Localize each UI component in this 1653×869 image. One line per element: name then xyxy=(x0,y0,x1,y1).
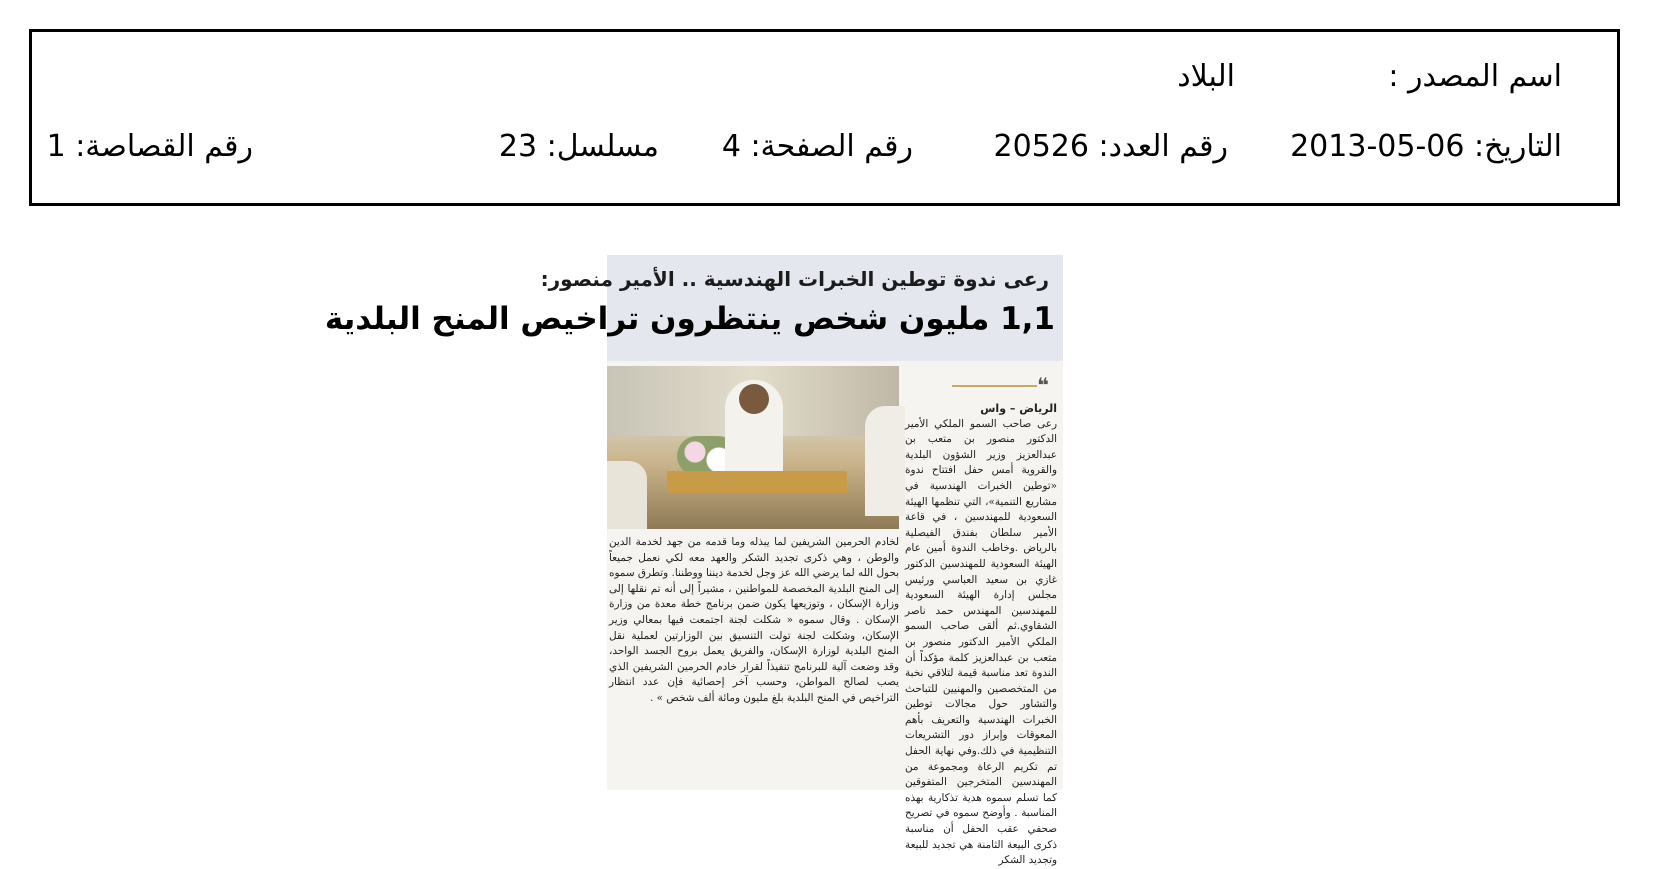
source-label: اسم المصدر : xyxy=(1388,59,1562,94)
date-field: التاريخ: 06-05-2013 xyxy=(1290,129,1562,164)
article-headline: 1,1 مليون شخص ينتظرون تراخيص المنح البلدية xyxy=(324,301,1055,337)
serial-field: مسلسل: 23 xyxy=(498,129,659,164)
clip-number-field: رقم القصاصة: 1 xyxy=(46,129,253,164)
article-kicker: رعى ندوة توطين الخبرات الهندسية .. الأمير منصور: xyxy=(540,267,1049,291)
page-number-field: رقم الصفحة: 4 xyxy=(721,129,913,164)
issue-number-field: رقم العدد: 20526 xyxy=(993,129,1228,164)
decorative-rule xyxy=(952,385,1037,387)
quote-mark-icon: ❝ xyxy=(1037,373,1049,397)
photo-speaker-head xyxy=(739,384,769,414)
article-body-right: رعى صاحب السمو الملكي الأمير الدكتور منصور بن متعب بن عبدالعزيز وزير الشؤون البلدية والقروية أمس حفل افتتاح ندوة «توطين الخبرات الهندسية في مشاريع التنمية»، التي تنظمها الهيئة السعودية للمهندسين ، في قاعة الأمير سلطان بفندق الفيصلية بالرياض .وخاطب الندوة أمين عام الهيئة السعودية للمهندسين الدكتور غازي بن سعيد العباسي ورئيس مجلس إدارة الهيئة السعودية للمهندسين المهندس حمد ناصر الشقاوي.ثم ألقى صاحب السمو الملكي الأمير الدكتور منصور بن متعب بن عبدالعزيز كلمة مؤكداً أن الندوة تعد مناسبة قيمة لتلاقي نخبة من المتخصصين والمهنيين للتباحث والتشاور حول مجالات توطين الخبرات الهندسية والتعريف بأهم المعوقات وإبراز دور التشريعات التنظيمية في ذلك.وفي نهاية الحفل تم تكريم الرعاة ومجموعة من المهندسين المتخرجين المتفوقين كما تسلم سموه هدية تذكارية بهذه المناسبة . وأوضح سموه في تصريح صحفي عقب الحفل أن مناسبة ذكرى البيعة الثامنة هي تجديد للبيعة وتجديد الشكر xyxy=(905,417,1057,867)
article-dateline: الرياض – واس xyxy=(980,402,1057,415)
article-column-right xyxy=(905,401,1057,867)
headline-band xyxy=(324,255,1063,361)
article-column-left xyxy=(609,535,899,787)
article-photo xyxy=(607,366,899,529)
article-body-left: لخادم الحرمين الشريفين لما يبذله وما قدمه من جهد لخدمة الدين والوطن ، وهي ذكرى تجديد الشكر والعهد معه لكي نعمل جميعاً بحول الله لما يرضي الله عز وجل لخدمة ديننا ووطننا. وتطرق سموه إلى المنح البلدية المخصصة للمواطنين ، مشيراً إلى أنه تم نقلها إلى وزارة الإسكان ، وتوزيعها يكون ضمن برنامج خطة معدة من وزارة الإسكان . وقال سموه « شكلت لجنة اجتمعت فيها بمعالي وزير الإسكان، وشكلت لجنة تولت التنسيق بين الوزارتين لعملية نقل المنح البلدية لوزارة الإسكان، والفريق يعمل بروح الجسد الواحد، وقد وضعت آلية للبرنامج تنفيذاً لقرار خادم الحرمين الشريفين الذي يصب لصالح المواطن، وحسب آخر إحصائية فإن عدد انتظار التراخيص في المنح البلدية بلغ مليون ومائة ألف شخص » . xyxy=(609,536,899,704)
photo-figure-right xyxy=(865,406,905,516)
newspaper-clipping xyxy=(324,255,1063,867)
source-value: البلاد xyxy=(1177,59,1235,94)
source-info-box xyxy=(29,29,1620,206)
photo-table xyxy=(667,471,847,493)
photo-figure-left xyxy=(607,461,647,529)
